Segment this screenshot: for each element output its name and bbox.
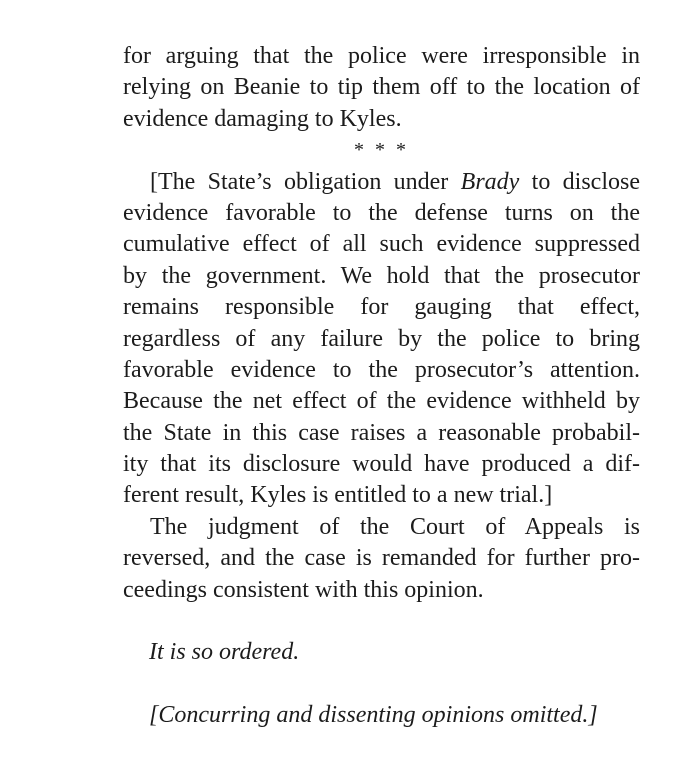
- paragraph-continuation: [123, 41, 640, 135]
- text-line: reversed, and the case is remanded for further pro-: [123, 545, 640, 572]
- text-line: favorable evidence to the prosecutor’s attention.: [123, 356, 640, 383]
- paragraph-brady: [123, 167, 640, 512]
- text-line: evidence favorable to the defense turns on the: [123, 199, 640, 226]
- text-line: Because the net effect of the evidence withheld by: [123, 388, 640, 415]
- section-break: * * *: [354, 139, 409, 162]
- case-name-italic: Brady: [460, 168, 520, 195]
- text-line: ity that its disclosure would have produced a dif-: [123, 451, 640, 478]
- text-line: evidence damaging to Kyles.: [123, 105, 402, 132]
- spacer: [123, 669, 640, 700]
- text-line: The judgment of the Court of Appeals is: [150, 513, 640, 540]
- paragraph-judgment: [123, 512, 640, 606]
- text-fragment: [The State’s obligation under: [150, 168, 461, 195]
- text-line: ceedings consistent with this opinion.: [123, 576, 484, 603]
- text-fragment: to disclose: [519, 168, 640, 195]
- text-line: the State in this case raises a reasonable probabil-: [123, 419, 640, 446]
- text-line: for arguing that the police were irresponsible in: [123, 43, 640, 69]
- text-line: cumulative effect of all such evidence suppressed: [123, 231, 640, 258]
- text-line: regardless of any failure by the police to bring: [123, 325, 640, 352]
- so-ordered: It is so ordered.: [149, 639, 300, 666]
- text-line: relying on Beanie to tip them off to the location of: [123, 74, 640, 101]
- text-line: remains responsible for gauging that effect,: [123, 294, 640, 321]
- opinions-omitted-note: [Concurring and dissenting opinions omitted.]: [149, 702, 598, 729]
- spacer: [123, 606, 640, 637]
- document-page: [123, 41, 640, 732]
- text-line: [123, 167, 640, 198]
- text-line: ferent result, Kyles is entitled to a new trial.]: [123, 482, 553, 509]
- text-line: by the government. We hold that the prosecutor: [123, 262, 640, 289]
